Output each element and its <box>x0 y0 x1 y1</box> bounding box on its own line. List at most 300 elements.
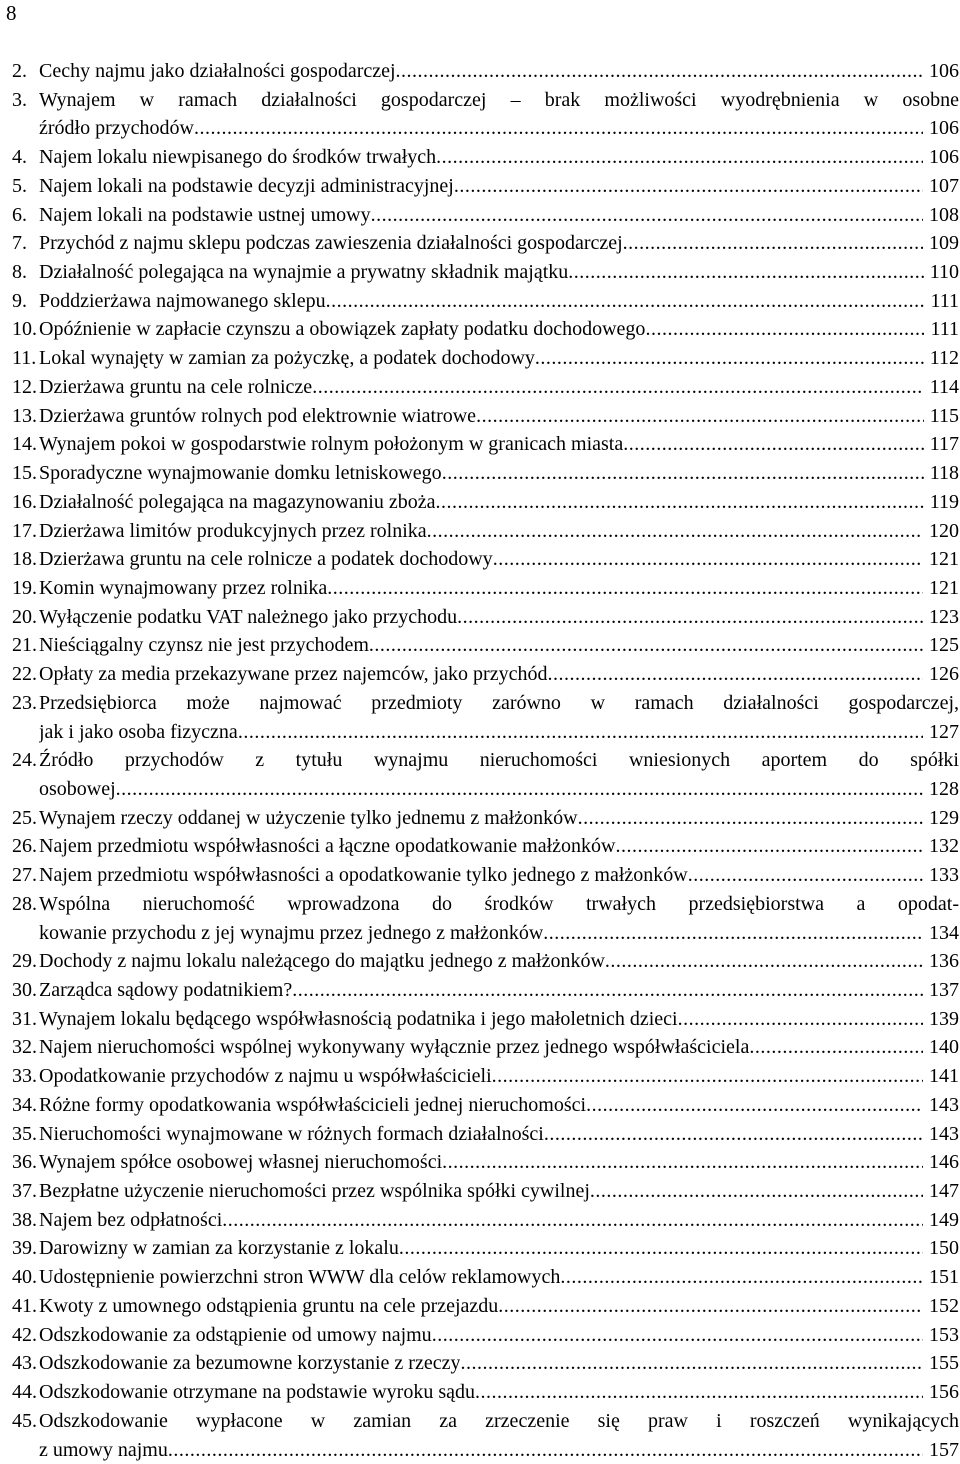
entry-body <box>39 660 959 689</box>
entry-title-last-line <box>39 1206 959 1235</box>
entry-title: Wynajem spółce osobowej własnej nieruchomości <box>39 1148 442 1177</box>
toc-entry[interactable] <box>12 86 959 143</box>
entry-title-last-line <box>39 1292 959 1321</box>
entry-body <box>39 86 959 143</box>
dot-leader <box>476 402 924 431</box>
entry-title-last-line <box>39 201 959 230</box>
entry-page-number: 153 <box>923 1321 959 1350</box>
entry-number: 16. <box>12 488 39 517</box>
dot-leader <box>222 1206 923 1235</box>
dot-leader <box>312 373 924 402</box>
entry-title-last-line <box>39 315 959 344</box>
entry-title-last-line <box>39 1005 959 1034</box>
entry-title-last-line <box>39 603 959 632</box>
entry-title: Przychód z najmu sklepu podczas zawieszenia działalności gospodarczej <box>39 229 623 258</box>
entry-title: Wynajem pokoi w gospodarstwie rolnym położonym w granicach miasta <box>39 430 623 459</box>
entry-title: Dzierżawa limitów produkcyjnych przez rolnika <box>39 517 427 546</box>
entry-title: Najem lokalu niewpisanego do środków trwałych <box>39 143 436 172</box>
entry-number: 38. <box>12 1206 39 1235</box>
toc-entry[interactable] <box>12 315 959 344</box>
entry-title: Dzierżawa gruntu na cele rolnicze <box>39 373 312 402</box>
entry-number: 42. <box>12 1321 39 1350</box>
entry-body <box>39 344 959 373</box>
entry-title-last-line <box>39 1234 959 1263</box>
entry-number: 34. <box>12 1091 39 1120</box>
entry-body <box>39 201 959 230</box>
toc-entry[interactable] <box>12 430 959 459</box>
dot-leader <box>605 947 923 976</box>
entry-title-last-line <box>39 1148 959 1177</box>
entry-page-number: 115 <box>924 402 959 431</box>
entry-title-last-line <box>39 258 959 287</box>
entry-number: 5. <box>12 172 39 201</box>
dot-leader <box>238 718 923 747</box>
toc-entry[interactable] <box>12 1263 959 1292</box>
entry-title-last-line <box>39 344 959 373</box>
entry-page-number: 107 <box>923 172 959 201</box>
dot-leader <box>678 1005 923 1034</box>
toc-entry[interactable] <box>12 832 959 861</box>
dot-leader <box>116 775 923 804</box>
entry-number: 19. <box>12 574 39 603</box>
toc-entry[interactable] <box>12 201 959 230</box>
entry-number: 15. <box>12 459 39 488</box>
entry-number: 44. <box>12 1378 39 1407</box>
entry-page-number: 119 <box>924 488 959 517</box>
entry-title: osobowej <box>39 775 116 804</box>
entry-page-number: 140 <box>923 1033 959 1062</box>
entry-number: 4. <box>12 143 39 172</box>
toc-entry[interactable] <box>12 1177 959 1206</box>
entry-title-last-line <box>39 1120 959 1149</box>
entry-page-number: 136 <box>923 947 959 976</box>
entry-title: Odszkodowanie za odstąpienie od umowy najmu <box>39 1321 432 1350</box>
dot-leader <box>460 1349 923 1378</box>
entry-number: 35. <box>12 1120 39 1149</box>
entry-number: 43. <box>12 1349 39 1378</box>
dot-leader <box>454 172 923 201</box>
entry-body <box>39 229 959 258</box>
entry-title-last-line <box>39 373 959 402</box>
entry-body <box>39 976 959 1005</box>
dot-leader <box>535 344 924 373</box>
dot-leader <box>544 1120 923 1149</box>
entry-body <box>39 1263 959 1292</box>
entry-page-number: 121 <box>923 574 959 603</box>
entry-body <box>39 631 959 660</box>
entry-number: 8. <box>12 258 39 287</box>
dot-leader <box>369 631 923 660</box>
entry-title-last-line <box>39 143 959 172</box>
toc-entry[interactable] <box>12 631 959 660</box>
entry-title-last-line <box>39 919 959 948</box>
entry-title-last-line <box>39 1321 959 1350</box>
dot-leader <box>493 545 923 574</box>
entry-body <box>39 402 959 431</box>
toc-entry[interactable] <box>12 373 959 402</box>
entry-number: 10. <box>12 315 39 344</box>
entry-page-number: 108 <box>923 201 959 230</box>
toc-entry[interactable] <box>12 1378 959 1407</box>
toc-entry[interactable] <box>12 545 959 574</box>
entry-page-number: 106 <box>923 143 959 172</box>
entry-page-number: 106 <box>923 114 959 143</box>
entry-page-number: 143 <box>923 1120 959 1149</box>
toc-entry[interactable] <box>12 861 959 890</box>
dot-leader <box>475 1378 923 1407</box>
dot-leader <box>168 1436 923 1464</box>
dot-leader <box>427 517 923 546</box>
toc-entry[interactable] <box>12 804 959 833</box>
entry-body <box>39 545 959 574</box>
entry-body <box>39 287 959 316</box>
toc-entry[interactable] <box>12 603 959 632</box>
entry-title: Działalność polegająca na wynajmie a prywatny składnik majątku <box>39 258 568 287</box>
entry-title-last-line <box>39 1349 959 1378</box>
entry-body <box>39 861 959 890</box>
entry-body <box>39 1378 959 1407</box>
dot-leader <box>616 832 924 861</box>
entry-title: z umowy najmu <box>39 1436 168 1464</box>
entry-title-line: Przedsiębiorca może najmować przedmioty zarówno w ramach działalności gospodarczej, <box>39 689 959 718</box>
entry-number: 11. <box>12 344 39 373</box>
entry-number: 23. <box>12 689 39 746</box>
entry-title: Opłaty za media przekazywane przez najemców, jako przychód <box>39 660 547 689</box>
toc-entry[interactable] <box>12 287 959 316</box>
entry-number: 26. <box>12 832 39 861</box>
entry-title-last-line <box>39 832 959 861</box>
entry-title: Dzierżawa gruntu na cele rolnicze a podatek dochodowy <box>39 545 493 574</box>
entry-body <box>39 689 959 746</box>
entry-number: 22. <box>12 660 39 689</box>
entry-title: Lokal wynajęty w zamian za pożyczkę, a podatek dochodowy <box>39 344 535 373</box>
entry-body <box>39 804 959 833</box>
dot-leader <box>442 459 924 488</box>
entry-page-number: 156 <box>923 1378 959 1407</box>
entry-page-number: 123 <box>923 603 959 632</box>
entry-number: 25. <box>12 804 39 833</box>
entry-title: Różne formy opodatkowania współwłaścicieli jednej nieruchomości <box>39 1091 586 1120</box>
entry-body <box>39 1349 959 1378</box>
dot-leader <box>586 1091 923 1120</box>
entry-body <box>39 1407 959 1464</box>
entry-page-number: 114 <box>924 373 959 402</box>
toc-entry[interactable] <box>12 689 959 746</box>
entry-body <box>39 1062 959 1091</box>
entry-body <box>39 57 959 86</box>
entry-body <box>39 1206 959 1235</box>
entry-number: 7. <box>12 229 39 258</box>
entry-title: Sporadyczne wynajmowanie domku letniskowego <box>39 459 442 488</box>
entry-title-last-line <box>39 1378 959 1407</box>
entry-body <box>39 1234 959 1263</box>
entry-number: 36. <box>12 1148 39 1177</box>
dot-leader <box>436 143 923 172</box>
entry-body <box>39 172 959 201</box>
entry-body <box>39 315 959 344</box>
entry-title-line: Źródło przychodów z tytułu wynajmu nieruchomości wniesionych aportem do spółki <box>39 746 959 775</box>
toc-entry[interactable] <box>12 890 959 947</box>
entry-page-number: 146 <box>923 1148 959 1177</box>
entry-title: Najem nieruchomości wspólnej wykonywany wyłącznie przez jednego współwłaściciela <box>39 1033 749 1062</box>
entry-page-number: 112 <box>924 344 959 373</box>
entry-title: źródło przychodów <box>39 114 194 143</box>
entry-title-last-line <box>39 229 959 258</box>
toc-entry[interactable] <box>12 143 959 172</box>
entry-body <box>39 1005 959 1034</box>
entry-title-last-line <box>39 1436 959 1464</box>
entry-body <box>39 1321 959 1350</box>
entry-page-number: 147 <box>923 1177 959 1206</box>
entry-title-last-line <box>39 114 959 143</box>
dot-leader <box>326 287 925 316</box>
entry-title: Najem lokali na podstawie decyzji administracyjnej <box>39 172 454 201</box>
entry-title: Najem bez odpłatności <box>39 1206 222 1235</box>
dot-leader <box>623 430 924 459</box>
entry-number: 30. <box>12 976 39 1005</box>
entry-page-number: 127 <box>923 718 959 747</box>
entry-body <box>39 373 959 402</box>
dot-leader <box>442 1148 923 1177</box>
entry-title-last-line <box>39 574 959 603</box>
entry-page-number: 151 <box>923 1263 959 1292</box>
toc-entry[interactable] <box>12 517 959 546</box>
entry-number: 2. <box>12 57 39 86</box>
entry-page-number: 118 <box>924 459 959 488</box>
entry-number: 32. <box>12 1033 39 1062</box>
toc-entry[interactable] <box>12 1148 959 1177</box>
entry-number: 40. <box>12 1263 39 1292</box>
dot-leader <box>578 804 923 833</box>
entry-title: Dochody z najmu lokalu należącego do majątku jednego z małżonków <box>39 947 605 976</box>
entry-page-number: 150 <box>923 1234 959 1263</box>
entry-title-last-line <box>39 459 959 488</box>
entry-title: Poddzierżawa najmowanego sklepu <box>39 287 326 316</box>
entry-number: 39. <box>12 1234 39 1263</box>
entry-page-number: 110 <box>924 258 959 287</box>
toc-entry[interactable] <box>12 1321 959 1350</box>
entry-body <box>39 517 959 546</box>
dot-leader <box>688 861 923 890</box>
entry-page-number: 141 <box>923 1062 959 1091</box>
entry-number: 3. <box>12 86 39 143</box>
dot-leader <box>292 976 923 1005</box>
entry-body <box>39 1091 959 1120</box>
entry-number: 41. <box>12 1292 39 1321</box>
toc-entry[interactable] <box>12 1091 959 1120</box>
entry-page-number: 155 <box>923 1349 959 1378</box>
toc-entry[interactable] <box>12 459 959 488</box>
dot-leader <box>645 315 924 344</box>
entry-number: 21. <box>12 631 39 660</box>
dot-leader <box>492 1062 923 1091</box>
entry-number: 37. <box>12 1177 39 1206</box>
entry-title-last-line <box>39 947 959 976</box>
entry-number: 17. <box>12 517 39 546</box>
toc-entry[interactable] <box>12 1349 959 1378</box>
entry-title: Wynajem rzeczy oddanej w użyczenie tylko jednemu z małżonków <box>39 804 578 833</box>
entry-title-last-line <box>39 172 959 201</box>
toc-entry[interactable] <box>12 947 959 976</box>
entry-number: 12. <box>12 373 39 402</box>
entry-title: Wyłączenie podatku VAT należnego jako przychodu <box>39 603 457 632</box>
entry-body <box>39 1033 959 1062</box>
entry-title: Komin wynajmowany przez rolnika <box>39 574 327 603</box>
entry-title-line: Odszkodowanie wypłacone w zamian za zrzeczenie się praw i roszczeń wynikających <box>39 1407 959 1436</box>
entry-number: 9. <box>12 287 39 316</box>
entry-body <box>39 947 959 976</box>
entry-page-number: 157 <box>923 1436 959 1464</box>
entry-page-number: 133 <box>923 861 959 890</box>
toc-entry[interactable] <box>12 229 959 258</box>
dot-leader <box>543 919 923 948</box>
toc-entry[interactable] <box>12 1407 959 1464</box>
entry-page-number: 111 <box>924 315 959 344</box>
entry-page-number: 111 <box>924 287 959 316</box>
dot-leader <box>194 114 923 143</box>
entry-title-last-line <box>39 545 959 574</box>
entry-page-number: 109 <box>923 229 959 258</box>
toc-entry[interactable] <box>12 1033 959 1062</box>
toc-entry[interactable] <box>12 1206 959 1235</box>
toc-entry[interactable] <box>12 1234 959 1263</box>
entry-title: Najem przedmiotu współwłasności a opodatkowanie tylko jednego z małżonków <box>39 861 688 890</box>
toc-entry[interactable] <box>12 258 959 287</box>
toc-entry[interactable] <box>12 344 959 373</box>
entry-title: jak i jako osoba fizyczna <box>39 718 238 747</box>
entry-number: 33. <box>12 1062 39 1091</box>
entry-title: Najem przedmiotu współwłasności a łączne opodatkowanie małżonków <box>39 832 616 861</box>
entry-page-number: 152 <box>923 1292 959 1321</box>
toc-entry[interactable] <box>12 172 959 201</box>
entry-body <box>39 746 959 803</box>
entry-body <box>39 459 959 488</box>
entry-body <box>39 258 959 287</box>
entry-title: Zarządca sądowy podatnikiem? <box>39 976 292 1005</box>
entry-page-number: 126 <box>923 660 959 689</box>
entry-title-last-line <box>39 517 959 546</box>
dot-leader <box>396 57 923 86</box>
entry-page-number: 106 <box>923 57 959 86</box>
entry-number: 28. <box>12 890 39 947</box>
entry-page-number: 149 <box>923 1206 959 1235</box>
toc-entry[interactable] <box>12 1292 959 1321</box>
entry-number: 27. <box>12 861 39 890</box>
dot-leader <box>432 1321 923 1350</box>
entry-title: kowanie przychodu z jej wynajmu przez jednego z małżonków <box>39 919 543 948</box>
entry-title-last-line <box>39 57 959 86</box>
toc-entry[interactable] <box>12 746 959 803</box>
entry-title-last-line <box>39 804 959 833</box>
entry-title: Odszkodowanie za bezumowne korzystanie z rzeczy <box>39 1349 460 1378</box>
dot-leader <box>749 1033 923 1062</box>
entry-number: 20. <box>12 603 39 632</box>
entry-title-last-line <box>39 1177 959 1206</box>
dot-leader <box>457 603 923 632</box>
toc-entry[interactable] <box>12 1062 959 1091</box>
entry-body <box>39 1148 959 1177</box>
entry-body <box>39 1177 959 1206</box>
entry-number: 13. <box>12 402 39 431</box>
entry-number: 18. <box>12 545 39 574</box>
entry-page-number: 134 <box>923 919 959 948</box>
entry-title-last-line <box>39 402 959 431</box>
toc-entry[interactable] <box>12 57 959 86</box>
toc-entry[interactable] <box>12 488 959 517</box>
entry-title: Opóźnienie w zapłacie czynszu a obowiązek zapłaty podatku dochodowego <box>39 315 645 344</box>
toc-entry[interactable] <box>12 574 959 603</box>
toc-entry[interactable] <box>12 1120 959 1149</box>
dot-leader <box>327 574 923 603</box>
entry-title-last-line <box>39 1091 959 1120</box>
entry-page-number: 120 <box>923 517 959 546</box>
entry-title: Odszkodowanie otrzymane na podstawie wyroku sądu <box>39 1378 475 1407</box>
entry-title-last-line <box>39 718 959 747</box>
entry-title-last-line <box>39 775 959 804</box>
entry-body <box>39 574 959 603</box>
dot-leader <box>547 660 923 689</box>
dot-leader <box>623 229 923 258</box>
entry-title: Nieściągalny czynsz nie jest przychodem <box>39 631 369 660</box>
entry-title-last-line <box>39 976 959 1005</box>
dot-leader <box>568 258 923 287</box>
entry-title-last-line <box>39 631 959 660</box>
dot-leader <box>399 1234 923 1263</box>
entry-title: Działalność polegająca na magazynowaniu zboża <box>39 488 435 517</box>
page-number: 8 <box>6 1 17 25</box>
entry-title: Udostępnienie powierzchni stron WWW dla celów reklamowych <box>39 1263 560 1292</box>
entry-title: Cechy najmu jako działalności gospodarczej <box>39 57 396 86</box>
toc-entry[interactable] <box>12 660 959 689</box>
dot-leader <box>435 488 923 517</box>
entry-title: Nieruchomości wynajmowane w różnych formach działalności <box>39 1120 544 1149</box>
entry-title-last-line <box>39 430 959 459</box>
entry-number: 29. <box>12 947 39 976</box>
entry-body <box>39 1120 959 1149</box>
entry-title-last-line <box>39 1033 959 1062</box>
toc-entry[interactable] <box>12 402 959 431</box>
entry-title: Dzierżawa gruntów rolnych pod elektrownie wiatrowe <box>39 402 476 431</box>
entry-title: Darowizny w zamian za korzystanie z lokalu <box>39 1234 399 1263</box>
entry-title: Najem lokali na podstawie ustnej umowy <box>39 201 371 230</box>
entry-body <box>39 890 959 947</box>
entry-page-number: 128 <box>923 775 959 804</box>
entry-body <box>39 1292 959 1321</box>
entry-title-last-line <box>39 287 959 316</box>
entry-page-number: 117 <box>924 430 959 459</box>
entry-title-last-line <box>39 1062 959 1091</box>
entry-page-number: 125 <box>923 631 959 660</box>
entry-body <box>39 488 959 517</box>
table-of-contents <box>12 57 959 1464</box>
entry-page-number: 121 <box>923 545 959 574</box>
entry-title-last-line <box>39 488 959 517</box>
entry-number: 45. <box>12 1407 39 1464</box>
entry-body <box>39 430 959 459</box>
dot-leader <box>498 1292 923 1321</box>
entry-number: 24. <box>12 746 39 803</box>
dot-leader <box>560 1263 923 1292</box>
entry-title-last-line <box>39 1263 959 1292</box>
dot-leader <box>371 201 923 230</box>
entry-page-number: 139 <box>923 1005 959 1034</box>
entry-title-line: Wspólna nieruchomość wprowadzona do środków trwałych przedsiębiorstwa a opodat- <box>39 890 959 919</box>
toc-entry[interactable] <box>12 976 959 1005</box>
dot-leader <box>590 1177 923 1206</box>
entry-body <box>39 832 959 861</box>
entry-page-number: 143 <box>923 1091 959 1120</box>
toc-entry[interactable] <box>12 1005 959 1034</box>
